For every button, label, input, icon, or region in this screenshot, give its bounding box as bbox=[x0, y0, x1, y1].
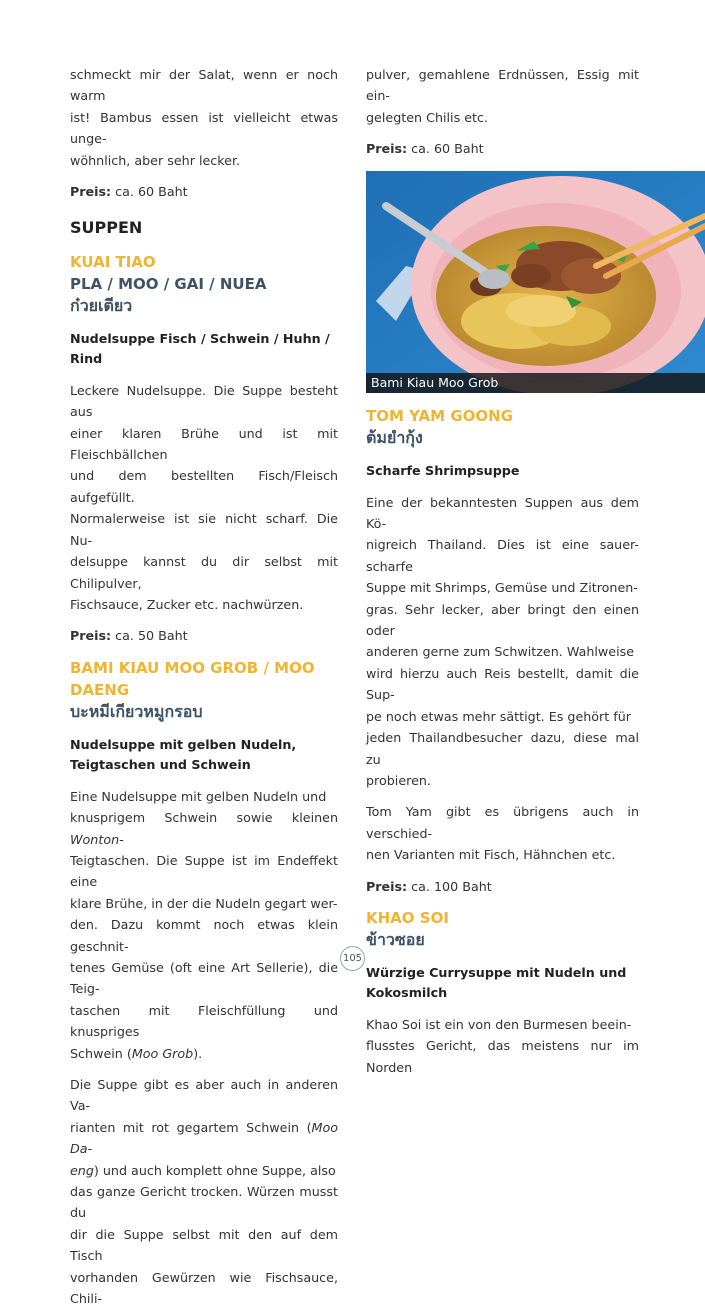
dish-tom-yam bbox=[366, 405, 639, 897]
text-line: Fischsauce, Zucker etc. nachwürzen. bbox=[70, 596, 304, 612]
text-line: klare Brühe, in der die Nudeln gegart wer- bbox=[70, 895, 338, 911]
bami-price bbox=[366, 138, 639, 159]
text-line: und dem bestellten Fisch/Fleisch aufgefüllt. bbox=[70, 468, 338, 505]
text-line: wird hierzu auch Reis bestellt, damit die Sup- bbox=[366, 665, 639, 703]
dish-description bbox=[366, 492, 639, 792]
dish-title: TOM YAM GOONG bbox=[366, 406, 513, 425]
text-line: Die Suppe gibt es aber auch in anderen Va- bbox=[70, 1077, 338, 1114]
dish-description-2 bbox=[366, 801, 639, 865]
dish-title: KHAO SOI bbox=[366, 908, 449, 927]
italic-term: eng bbox=[70, 1162, 94, 1178]
dish-title: KUAI TIAO bbox=[70, 252, 156, 271]
right-column bbox=[366, 64, 639, 1078]
dish-heading bbox=[366, 963, 639, 1003]
text-line: probieren. bbox=[366, 772, 431, 788]
dish-price bbox=[366, 876, 639, 897]
italic-term: Moo Grob bbox=[131, 1045, 194, 1061]
heading-line: Kokosmilch bbox=[366, 984, 448, 1000]
dish-thai-name: ก๋วยเตียว bbox=[70, 295, 133, 315]
text-line: Leckere Nudelsuppe. Die Suppe besteht aus bbox=[70, 382, 338, 420]
dish-description-2 bbox=[70, 1074, 338, 1309]
dish-thai-name: ต้มยำกุ้ง bbox=[366, 427, 423, 447]
text-line: pe noch etwas mehr sättigt. Es gehört für bbox=[366, 708, 632, 724]
text-line: Eine der bekanntesten Suppen aus dem Kö- bbox=[366, 494, 639, 532]
left-column bbox=[70, 64, 338, 1309]
text-line: Suppe mit Shrimps, Gemüse und Zitronen- bbox=[366, 580, 638, 596]
text-line: gras. Sehr lecker, aber bringt den einen oder bbox=[366, 601, 639, 639]
price-label: Preis: bbox=[70, 628, 112, 644]
text-line: flusstes Gericht, das meistens nur im Norden bbox=[366, 1038, 639, 1075]
dish-price bbox=[70, 625, 338, 646]
text-line: einer klaren Brühe und ist mit Fleischbällchen bbox=[70, 425, 338, 463]
text-line: Tom Yam gibt es übrigens auch in verschied- bbox=[366, 804, 639, 841]
text-line: Khao Soi ist ein von den Burmesen beein- bbox=[366, 1016, 632, 1032]
text-line: jeden Thailandbesucher dazu, diese mal zu bbox=[366, 730, 639, 767]
heading-line: Würzige Currysuppe mit Nudeln und bbox=[366, 964, 627, 980]
price-value: ca. 100 Baht bbox=[407, 878, 492, 894]
text-line: nigreich Thailand. Dies ist eine sauer-scharfe bbox=[366, 537, 639, 574]
text-line: das ganze Gericht trocken. Würzen musst du bbox=[70, 1184, 338, 1221]
bami-text-continued bbox=[366, 64, 639, 128]
salad-price bbox=[70, 181, 338, 202]
price-value: ca. 60 Baht bbox=[111, 184, 188, 200]
text-line: nen Varianten mit Fisch, Hähnchen etc. bbox=[366, 847, 616, 863]
text-span: Schwein ( bbox=[70, 1045, 132, 1061]
text-line bbox=[70, 1160, 338, 1181]
text-line: Teigtaschen. Die Suppe ist im Endeffekt eine bbox=[70, 852, 338, 890]
text-line: vorhanden Gewürzen wie Fischsauce, Chili- bbox=[70, 1269, 338, 1307]
dish-khao-soi bbox=[366, 907, 639, 1078]
dish-subtitle: PLA / MOO / GAI / NUEA bbox=[70, 274, 267, 293]
price-label: Preis: bbox=[366, 141, 408, 157]
dish-bami-kiau bbox=[70, 657, 338, 1309]
text-line: den. Dazu kommt noch etwas klein geschnit- bbox=[70, 917, 338, 954]
italic-term: Wonton- bbox=[70, 831, 124, 847]
text-line: pulver, gemahlene Erdnüssen, Essig mit ein- bbox=[366, 67, 639, 104]
heading-line: Teigtaschen und Schwein bbox=[70, 756, 251, 772]
salad-text-end bbox=[70, 64, 338, 171]
dish-title-cont: DAENG bbox=[70, 680, 130, 699]
section-title: SUPPEN bbox=[70, 218, 143, 238]
text-line: delsuppe kannst du dir selbst mit Chilipulver, bbox=[70, 554, 338, 591]
dish-description bbox=[70, 786, 338, 1064]
text-line: wöhnlich, aber sehr lecker. bbox=[70, 152, 241, 168]
dish-description bbox=[366, 1014, 639, 1078]
dish-heading: Scharfe Shrimpsuppe bbox=[366, 462, 520, 478]
price-label: Preis: bbox=[70, 184, 112, 200]
price-value: ca. 50 Baht bbox=[111, 628, 188, 644]
text-line: schmeckt mir der Salat, wenn er noch warm bbox=[70, 67, 338, 104]
dish-title: BAMI KIAU MOO GROB / MOO bbox=[70, 658, 315, 677]
price-label: Preis: bbox=[366, 878, 408, 894]
text-span: rianten mit rot gegartem Schwein ( bbox=[70, 1119, 312, 1135]
text-line bbox=[70, 1043, 338, 1064]
text-span: ) und auch komplett ohne Suppe, also bbox=[93, 1162, 336, 1178]
italic-term: Moo Da- bbox=[70, 1119, 338, 1157]
soup-bowl-illustration bbox=[366, 171, 705, 393]
price-value: ca. 60 Baht bbox=[407, 141, 484, 157]
text-line: taschen mit Fleischfüllung und knuspriges bbox=[70, 1002, 338, 1040]
text-line: anderen gerne zum Schwitzen. Wahlweise bbox=[366, 644, 635, 660]
text-line bbox=[70, 1117, 338, 1160]
text-line bbox=[70, 807, 338, 850]
text-line: tenes Gemüse (oft eine Art Sellerie), die Teig- bbox=[70, 959, 338, 997]
dish-thai-name: ข้าวซอย bbox=[366, 929, 425, 949]
dish-kuai-tiao bbox=[70, 251, 338, 647]
dish-description bbox=[70, 380, 338, 615]
dish-heading bbox=[70, 735, 338, 775]
dish-thai-name: บะหมีเกียวหมูกรอบ bbox=[70, 701, 203, 721]
food-photo bbox=[366, 171, 705, 393]
text-line: Normalerweise ist sie nicht scharf. Die Nu- bbox=[70, 511, 338, 548]
text-span: ). bbox=[193, 1045, 203, 1061]
text-line: ist! Bambus essen ist vielleicht etwas unge- bbox=[70, 109, 338, 147]
heading-line: Nudelsuppe mit gelben Nudeln, bbox=[70, 736, 297, 752]
page-number: 105 bbox=[340, 946, 365, 971]
text-span: knusprigem Schwein sowie kleinen bbox=[70, 810, 338, 826]
dish-heading: Nudelsuppe Fisch / Schwein / Huhn / Rind bbox=[70, 330, 330, 366]
text-line: dir die Suppe selbst mit den auf dem Tisch bbox=[70, 1226, 338, 1264]
photo-caption: Bami Kiau Moo Grob bbox=[366, 373, 705, 393]
text-line: Eine Nudelsuppe mit gelben Nudeln und bbox=[70, 788, 327, 804]
text-line: gelegten Chilis etc. bbox=[366, 109, 489, 125]
